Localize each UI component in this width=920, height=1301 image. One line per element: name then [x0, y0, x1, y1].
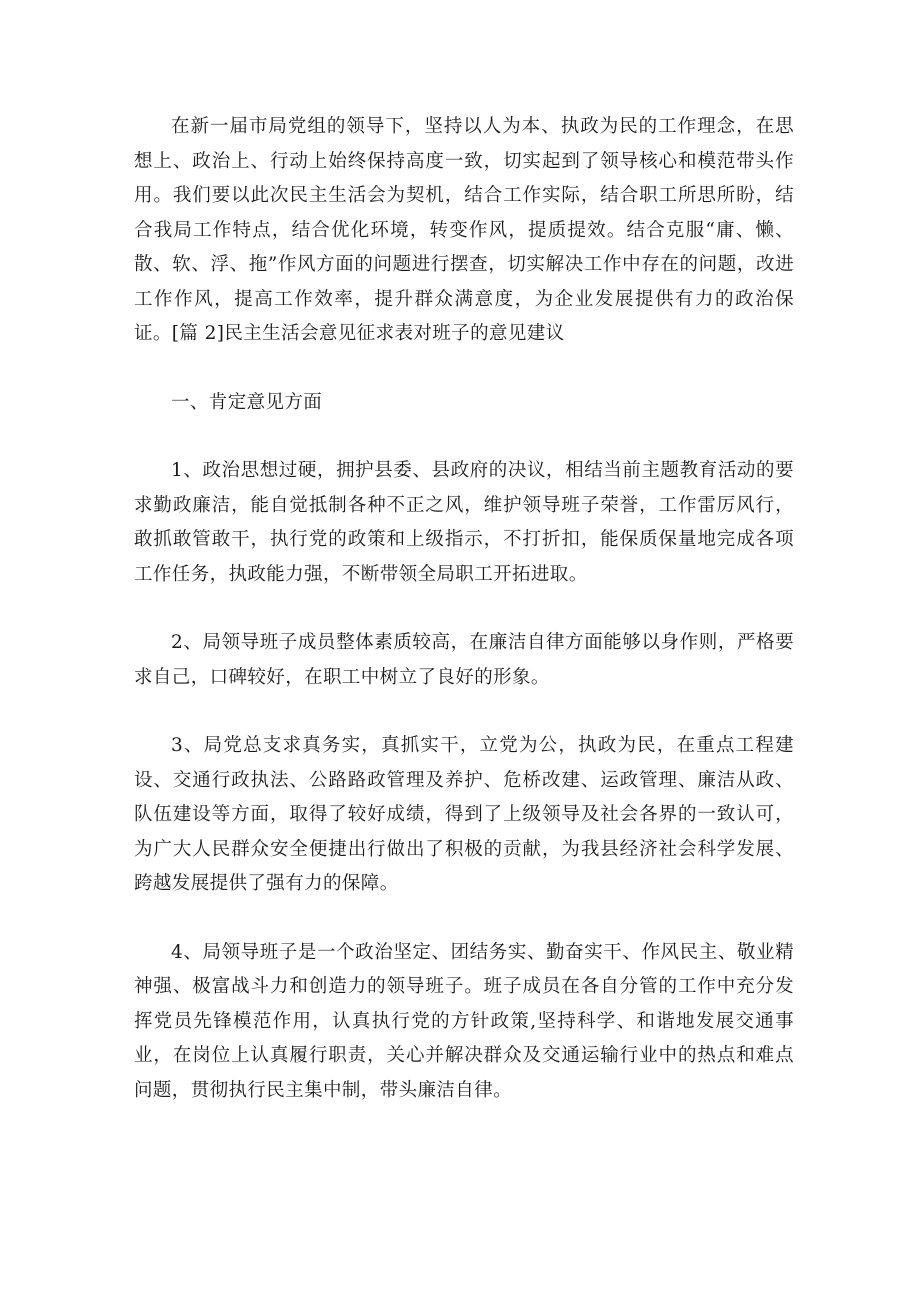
- paragraph-item-3: 3、局党总支求真务实，真抓实干，立党为公，执政为民，在重点工程建设、交通行政执法、公路路政管理及养护、危桥改建、运政管理、廉洁从政、队伍建设等方面，取得了较好成绩，得到了上级领导及社会各界的一致认可，为广大人民群众安全便捷出行做出了积极的贡献，为我县经济社会科学发展、跨越发展提供了强有力的保障。: [134, 735, 794, 894]
- paragraph-item-2: 2、局领导班子成员整体素质较高，在廉洁自律方面能够以身作则，严格要求自己，口碑较好，在职工中树立了良好的形象。: [134, 632, 794, 688]
- paragraph-gap: [134, 695, 794, 729]
- paragraph-intro: 在新一届市局党组的领导下，坚持以人为本、执政为民的工作理念，在思想上、政治上、行动上始终保持高度一致，切实起到了领导核心和模范带头作用。我们要以此次民主生活会为契机，结合工作实际，结合职工所思所盼，结合我局工作特点，结合优化环境，转变作风，提质提效。结合克服“庸、懒、散、软、浮、拖”作风方面的问题进行摆查，切实解决工作中存在的问题，改进工作作风，提高工作效率，提升群众满意度，为企业发展提供有力的政治保证。[篇 2]民主生活会意见征求表对班子的意见建议: [134, 116, 794, 344]
- paragraph-gap: [134, 352, 794, 386]
- document-body: [134, 110, 794, 1108]
- paragraph-gap: [134, 420, 794, 454]
- paragraph-item-4: 4、局领导班子是一个政治坚定、团结务实、勤奋实干、作风民主、敬业精神强、极富战斗力和创造力的领导班子。班子成员在各自分管的工作中充分发挥党员先锋模范作用，认真执行党的方针政策,坚持科学、和谐地发展交通事业，在岗位上认真履行职责，关心并解决群众及交通运输行业中的热点和难点问题，贯彻执行民主集中制，带头廉洁自律。: [134, 941, 794, 1101]
- paragraph-gap: [134, 592, 794, 626]
- paragraph-item-1: 1、政治思想过硬，拥护县委、县政府的决议，相结当前主题教育活动的要求勤政廉洁，能自觉抵制各种不正之风，维护领导班子荣誉，工作雷厉风行，敢抓敢管敢干，执行党的政策和上级指示，不打折扣，能保质保量地完成各项工作任务，执政能力强，不断带领全局职工开拓进取。: [134, 460, 794, 585]
- section-heading-positive-opinions: 一、肯定意见方面: [171, 391, 323, 413]
- paragraph-gap: [134, 902, 794, 936]
